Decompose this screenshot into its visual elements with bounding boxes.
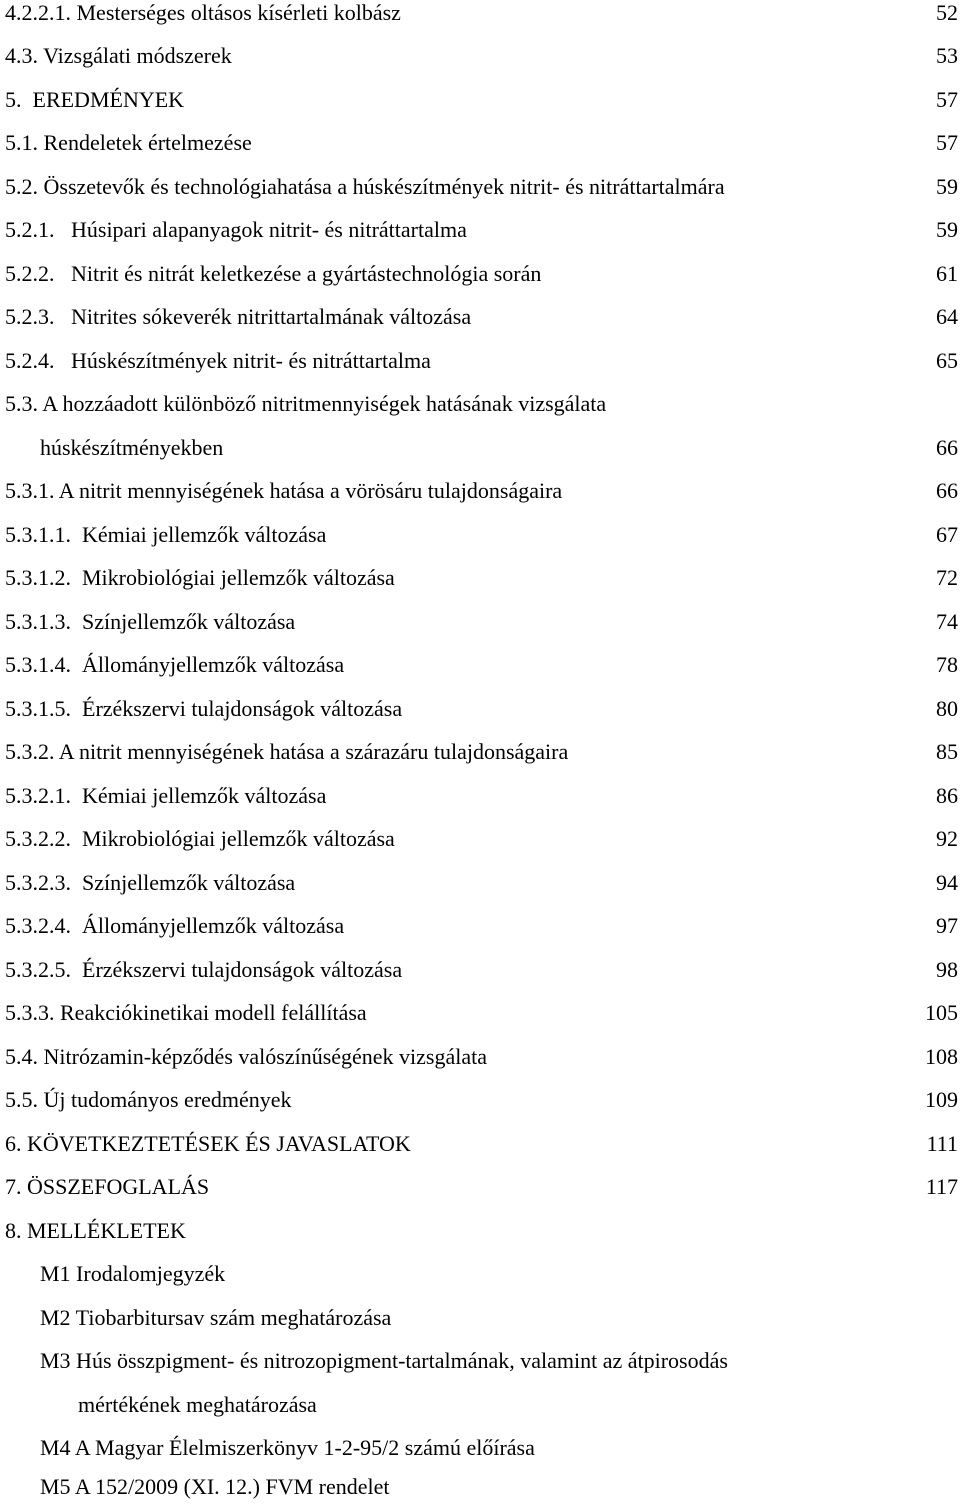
entry-title: Állományjellemzők változása: [82, 652, 345, 677]
entry-page: 98: [936, 957, 958, 982]
entry-page: 105: [925, 1000, 958, 1025]
entry-page: 65: [936, 348, 958, 373]
toc-entry: [5, 910, 958, 942]
entry-title: Rendeletek értelmezése: [43, 130, 252, 155]
entry-page: 94: [936, 870, 958, 895]
entry-title: Kémiai jellemzők változása: [82, 522, 327, 547]
entry-number: 5.3.2.2.: [5, 826, 71, 851]
appendix-entry: M2 Tiobarbitursav szám meghatározása: [40, 1305, 392, 1330]
entry-title: MELLÉKLETEK: [27, 1218, 186, 1243]
entry-title: Nitrites sókeverék nitrittartalmának változása: [71, 304, 472, 329]
entry-number: 4.2.2.1.: [5, 0, 71, 25]
entry-page: 57: [936, 87, 958, 112]
toc-entry: [5, 345, 958, 377]
entry-title: Mikrobiológiai jellemzők változása: [82, 565, 395, 590]
toc-entry: [5, 823, 958, 855]
entry-page: 66: [936, 478, 958, 503]
toc-entry: [5, 519, 958, 551]
entry-page: 66: [936, 435, 958, 460]
toc-entry: [5, 954, 958, 986]
entry-page: 97: [936, 913, 958, 938]
toc-entry: [5, 606, 958, 638]
toc-entry: [5, 780, 958, 812]
entry-title: EREDMÉNYEK: [32, 87, 185, 112]
entry-page: 52: [936, 0, 958, 25]
entry-title: Nitrózamin-képződés valószínűségének vizsgálata: [43, 1044, 488, 1069]
entry-page: 111: [926, 1131, 958, 1156]
entry-title: KÖVETKEZTETÉSEK ÉS JAVASLATOK: [27, 1131, 411, 1156]
toc-entry: [5, 562, 958, 594]
toc-entry: [5, 127, 958, 159]
toc-entry: [5, 649, 958, 681]
entry-title: Kémiai jellemzők változása: [82, 783, 327, 808]
entry-page: 53: [936, 43, 958, 68]
entry-title: A nitrit mennyiségének hatása a szárazáru tulajdonságaira: [58, 739, 569, 764]
entry-title: Új tudományos eredmények: [43, 1087, 292, 1112]
entry-title: Reakciókinetikai modell felállítása: [60, 1000, 367, 1025]
entry-page: 92: [936, 826, 958, 851]
toc-entry: [5, 1128, 958, 1160]
entry-number: 7.: [5, 1174, 22, 1199]
entry-number: 5.2.3.: [5, 304, 55, 329]
entry-page: 86: [936, 783, 958, 808]
entry-number: 5.2.4.: [5, 348, 55, 373]
entry-title: Vizsgálati módszerek: [43, 43, 232, 68]
toc-entry: [5, 0, 958, 29]
appendix-entry-continuation: mértékének meghatározása: [78, 1392, 317, 1417]
entry-page: 74: [936, 609, 958, 634]
entry-page: 109: [925, 1087, 958, 1112]
toc-entry: [5, 1041, 958, 1073]
entry-number: 5.3.2.3.: [5, 870, 71, 895]
appendix-entry: M5 A 152/2009 (XI. 12.) FVM rendelet: [40, 1474, 390, 1499]
entry-title: ÖSSZEFOGLALÁS: [27, 1174, 210, 1199]
toc-entry: [5, 258, 958, 290]
entry-page: 67: [936, 522, 958, 547]
entry-number: 6.: [5, 1131, 22, 1156]
entry-page: 59: [936, 217, 958, 242]
entry-title: Húsipari alapanyagok nitrit- és nitráttartalma: [71, 217, 467, 242]
toc-entry: [5, 1084, 958, 1116]
appendix-entry: M3 Hús összpigment- és nitrozopigment-tartalmának, valamint az átpirosodás: [40, 1348, 728, 1373]
entry-number: 8.: [5, 1218, 22, 1243]
entry-page: 85: [936, 739, 958, 764]
entry-number: 5.2.1.: [5, 217, 55, 242]
toc-entry: [5, 214, 958, 246]
appendix-entry: M1 Irodalomjegyzék: [40, 1261, 226, 1286]
toc-entry: [5, 1215, 958, 1247]
appendix-entry: M4 A Magyar Élelmiszerkönyv 1-2-95/2 számú előírása: [40, 1435, 535, 1460]
entry-number: 5.5.: [5, 1087, 38, 1112]
toc-entry: [5, 475, 958, 507]
entry-number: 5.3.1.5.: [5, 696, 71, 721]
entry-title: Érzékszervi tulajdonságok változása: [82, 957, 403, 982]
entry-title: Mesterséges oltásos kísérleti kolbász: [76, 0, 401, 25]
entry-title: Színjellemzők változása: [82, 609, 296, 634]
entry-number: 5.3.1.1.: [5, 522, 71, 547]
entry-page: 61: [936, 261, 958, 286]
entry-title: Színjellemzők változása: [82, 870, 296, 895]
entry-title: A hozzáadott különböző nitritmennyiségek hatásának vizsgálata: [42, 391, 607, 416]
entry-title: Mikrobiológiai jellemzők változása: [82, 826, 395, 851]
toc-entry: [5, 1171, 958, 1203]
toc-entry: [5, 84, 958, 116]
toc-entry: [5, 997, 958, 1029]
entry-number: 5.3.1.: [5, 478, 55, 503]
toc-entry: [5, 301, 958, 333]
entry-title: Húskészítmények nitrit- és nitráttartalma: [71, 348, 431, 373]
entry-number: 4.3.: [5, 43, 38, 68]
entry-number: 5.4.: [5, 1044, 38, 1069]
toc-entry: [5, 693, 958, 725]
entry-number: 5.3.: [5, 391, 38, 416]
toc-entry: [5, 171, 958, 203]
entry-page: 64: [936, 304, 958, 329]
entry-number: 5.3.3.: [5, 1000, 55, 1025]
entry-page: 80: [936, 696, 958, 721]
entry-number: 5.3.1.4.: [5, 652, 71, 677]
entry-number: 5.3.1.3.: [5, 609, 71, 634]
toc-entry: [5, 388, 958, 420]
entry-title: Összetevők és technológiahatása a húskészítmények nitrit- és nitráttartalmára: [43, 174, 725, 199]
entry-page: 59: [936, 174, 958, 199]
entry-number: 5.3.2.1.: [5, 783, 71, 808]
entry-number: 5.1.: [5, 130, 38, 155]
entry-number: 5.3.2.: [5, 739, 55, 764]
entry-number: 5.2.2.: [5, 261, 55, 286]
entry-number: 5.3.1.2.: [5, 565, 71, 590]
entry-title: Állományjellemzők változása: [82, 913, 345, 938]
toc-entry: [5, 40, 958, 72]
entry-title: Érzékszervi tulajdonságok változása: [82, 696, 403, 721]
toc-entry: [5, 867, 958, 899]
toc-entry-continuation: [5, 432, 958, 464]
entry-page: 57: [936, 130, 958, 155]
entry-number: 5.2.: [5, 174, 38, 199]
entry-number: 5.3.2.4.: [5, 913, 71, 938]
entry-page: 72: [936, 565, 958, 590]
entry-page: 78: [936, 652, 958, 677]
entry-title: Nitrit és nitrát keletkezése a gyártástechnológia során: [71, 261, 542, 286]
entry-number: 5.: [5, 87, 22, 112]
entry-number: 5.3.2.5.: [5, 957, 71, 982]
entry-title: húskészítményekben: [40, 435, 224, 460]
entry-title: A nitrit mennyiségének hatása a vörösáru tulajdonságaira: [58, 478, 563, 503]
entry-page: 117: [925, 1174, 958, 1199]
entry-page: 108: [925, 1044, 958, 1069]
toc-entry: [5, 736, 958, 768]
